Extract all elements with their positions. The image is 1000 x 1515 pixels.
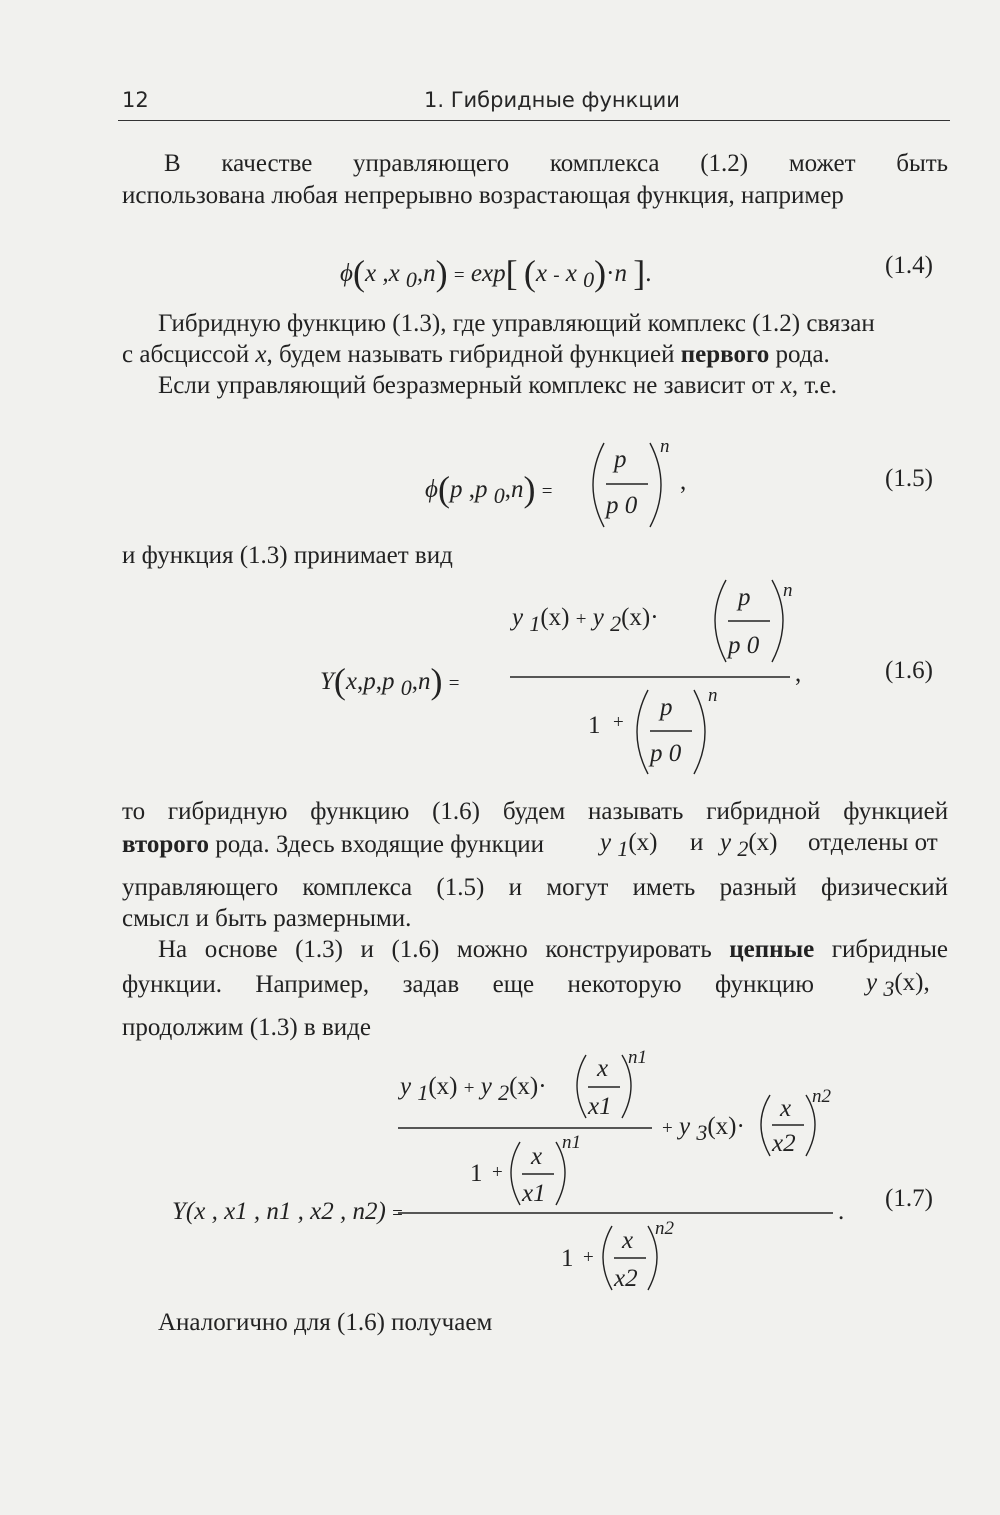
eq-1-7-frac2-left-paren: [511, 1142, 520, 1205]
eq-1-7-y3-term: + y $_3$(x)·: [662, 1113, 745, 1145]
equation-number-1-4: (1.4): [885, 252, 933, 279]
eq-1-7-frac3-n2: n2: [812, 1086, 831, 1107]
paragraph-5-line-3: управляющего комплекса (1.5) и могут иметь разный физический: [122, 874, 949, 901]
eq-1-7-frac4-x2: x2: [614, 1265, 638, 1292]
eq-1-6-den-exponent: n: [708, 685, 718, 706]
eq-1-7-frac4-x: x: [622, 1227, 634, 1254]
eq-1-5-left-paren: [593, 443, 604, 527]
eq-1-7-outer-den-plus: +: [583, 1247, 594, 1268]
eq-1-6-den-one: 1: [588, 712, 601, 739]
eq-1-6-den-frac-p: p: [660, 694, 673, 721]
inline-y1: y $_1$(x): [600, 829, 658, 861]
eq-1-7-frac3-x: x: [780, 1095, 792, 1122]
paragraph-6-line-3: продолжим (1.3) в виде: [122, 1014, 371, 1041]
eq-1-7-inner-den-one: 1: [470, 1160, 483, 1187]
eq-1-7-inner-numerator: y $_1$(x) + y $_2$(x)·: [400, 1073, 547, 1105]
eq-1-7-frac3-right-paren: [806, 1095, 815, 1156]
paragraph-5-line-4: смысл и быть размерными.: [122, 905, 412, 932]
eq-1-7-outer-den-one: 1: [561, 1245, 574, 1272]
eq-1-6-num-right-paren: [772, 580, 783, 662]
eq-1-6-den-left-paren: [637, 690, 648, 774]
eq-1-6-num-frac-p0: p 0: [728, 632, 760, 659]
eq-1-6-num-exponent: n: [783, 580, 793, 601]
inline-y3: y $_3$(x),: [866, 969, 930, 1001]
eq-1-7-frac1-right-paren: [622, 1055, 631, 1118]
eq-1-5-den-p0: p 0: [606, 492, 638, 519]
paragraph-2-line-2: с абсциссой x, будем называть гибридной функцией первого рода.: [122, 341, 830, 368]
equation-number-1-7: (1.7): [885, 1185, 933, 1212]
eq-1-7-frac3-left-paren: [761, 1095, 770, 1156]
eq-1-7-frac1-n1: n1: [628, 1047, 647, 1068]
page-number: 12: [122, 88, 149, 112]
paragraph-5-line-2-text: второго рода. Здесь входящие функции: [122, 831, 544, 858]
eq-1-7-period: .: [838, 1198, 845, 1225]
eq-1-7-frac2-x1: x1: [522, 1180, 546, 1207]
equation-1-5-lhs: ϕ(p ,p $_0$,n) =: [425, 469, 553, 509]
paragraph-5-line-2-end: отделены от: [808, 829, 938, 856]
eq-1-7-frac4-right-paren: [648, 1226, 657, 1290]
paragraph-6-line-1: На основе (1.3) и (1.6) можно конструировать цепные гибридные: [158, 936, 948, 963]
paragraph-7: Аналогично для (1.6) получаем: [158, 1309, 493, 1336]
eq-1-6-den-frac-p0: p 0: [650, 740, 682, 767]
eq-1-6-den-plus: +: [613, 712, 624, 733]
equation-1-4: ϕ(x ,x $_0$,n) = exp[ (x - x $_0$)·n ].: [340, 253, 652, 293]
eq-1-7-frac1-left-paren: [577, 1055, 586, 1118]
paragraph-4: и функция (1.3) принимает вид: [122, 542, 453, 569]
eq-1-7-frac2-n1: n1: [562, 1132, 581, 1153]
paragraph-1-line-2: использована любая непрерывно возрастающая функция, например: [122, 182, 844, 209]
eq-1-7-frac2-right-paren: [556, 1142, 565, 1205]
eq-1-5-num-p: p: [614, 446, 627, 473]
eq-1-7-inner-den-plus: +: [492, 1162, 503, 1183]
inline-y2: y $_2$(x): [720, 829, 778, 861]
eq-1-6-comma: ,: [795, 660, 802, 687]
paragraph-6-line-2: функции. Например, задав еще некоторую функцию: [122, 971, 814, 998]
eq-1-5-exponent: n: [660, 436, 670, 457]
eq-1-7-frac4-n2: n2: [655, 1218, 674, 1239]
inline-and: и: [690, 829, 704, 856]
running-head: 1. Гибридные функции: [424, 88, 680, 112]
eq-1-7-lhs: Y(x , x1 , n1 , x2 , n2) =: [172, 1198, 403, 1225]
eq-1-7-frac4-left-paren: [603, 1226, 612, 1290]
paragraph-1-line-1: В качестве управляющего комплекса (1.2) может быть: [164, 150, 949, 177]
eq-1-6-numerator: y $_1$(x) + y $_2$(x)·: [512, 604, 659, 636]
equation-number-1-6: (1.6): [885, 657, 933, 684]
eq-1-7-frac3-x2: x2: [772, 1130, 796, 1157]
paragraph-2-line-1: Гибридную функцию (1.3), где управляющий комплекс (1.2) связан: [158, 310, 875, 337]
eq-1-5-right-paren: [650, 443, 661, 527]
eq-1-6-num-frac-p: p: [738, 584, 751, 611]
eq-1-6-num-left-paren: [715, 580, 726, 662]
eq-1-5-comma: ,: [680, 468, 687, 495]
equation-number-1-5: (1.5): [885, 465, 933, 492]
equation-1-6-lhs: Y(x,p,p $_0$,n) =: [320, 661, 460, 701]
eq-1-7-frac2-x: x: [531, 1143, 543, 1170]
eq-1-7-frac1-x1: x1: [588, 1093, 612, 1120]
paragraph-3: Если управляющий безразмерный комплекс не зависит от x, т.е.: [158, 372, 838, 399]
paragraph-5-line-1: то гибридную функцию (1.6) будем называть гибридной функцией: [122, 798, 949, 825]
eq-1-6-den-right-paren: [694, 690, 705, 774]
eq-1-7-frac1-x: x: [597, 1055, 609, 1082]
